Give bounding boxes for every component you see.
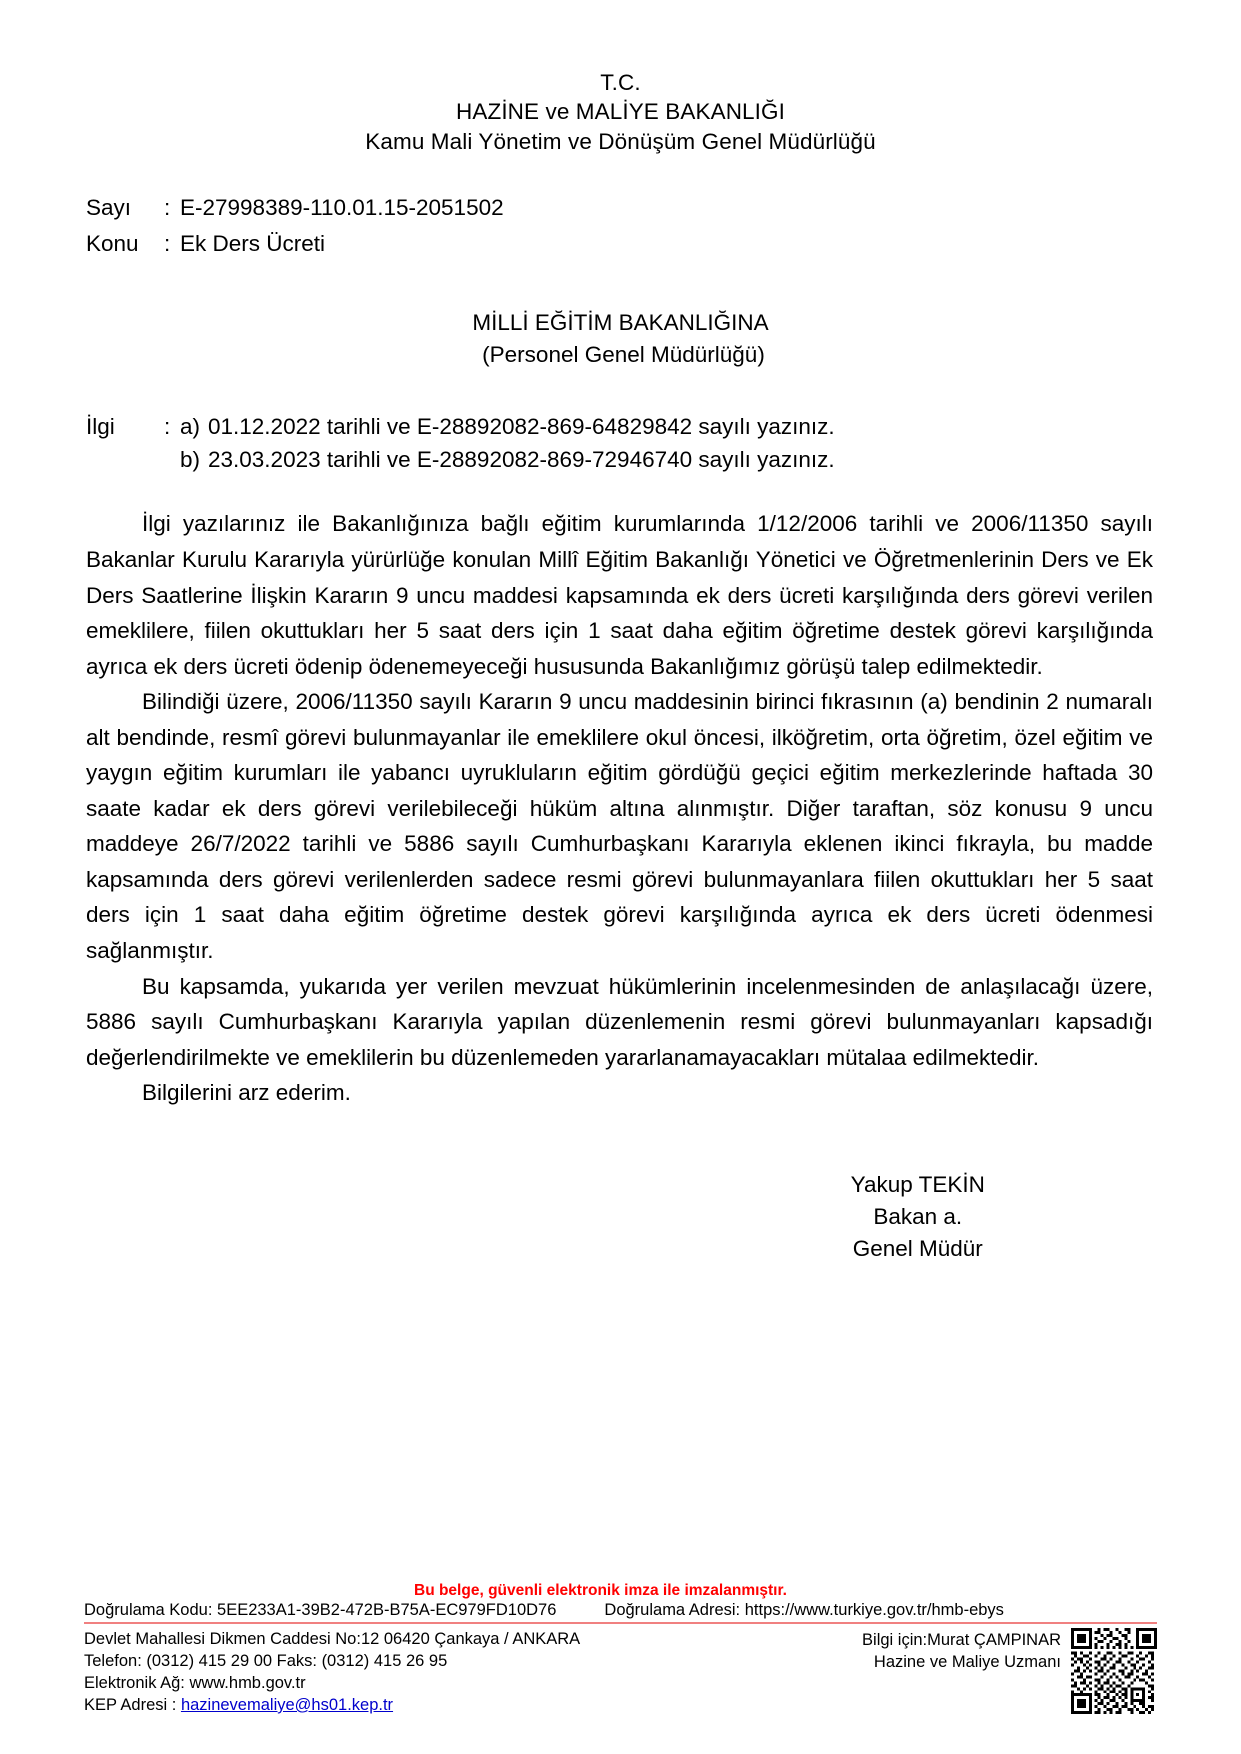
footer-content bbox=[84, 1628, 1157, 1716]
verification-row bbox=[84, 1601, 1157, 1622]
electronic-signature-note: Bu belge, güvenli elektronik imza ile imzalanmıştır. bbox=[414, 1581, 787, 1599]
verification-address-label: Doğrulama Adresi: bbox=[604, 1600, 741, 1619]
footer-contact-title: Hazine ve Maliye Uzmanı bbox=[873, 1652, 1061, 1671]
body-paragraph: Bilindiği üzere, 2006/11350 sayılı Kararın 9 uncu maddesinin birinci fıkrasının (a) bendinin 2 numaralı alt bendinde, resmî görevi bulunmayanlar ile emeklilere okul öncesi, ilköğretim, orta öğretim, özel eğitim ve yaygın eğitim kurumları ile yabancı uyrukluların eğitim gördüğü geçici eğitim merkezlerinde haftada 30 saate kadar ek ders görevi verilebileceği hüküm altına alınmıştır. Diğer taraftan, söz konusu 9 uncu maddeye 26/7/2022 tarihli ve 5886 sayılı Cumhurbaşkanı Kararıyla eklenen ikinci fıkrayla, bu madde kapsamında ders görevi verilenlerden sadece resmi görevi bulunmayanlara fiilen okuttukları her 5 saat ders için 1 saat daha eğitim öğretime destek görevi karşılığında ayrıca ek ders ücreti ödenmesi sağlanmıştır. bbox=[86, 689, 1153, 964]
addressee-secondary: (Personel Genel Müdürlüğü) bbox=[482, 342, 765, 368]
signer-title: Genel Müdür bbox=[852, 1235, 983, 1261]
verification-address bbox=[604, 1601, 1004, 1620]
body-paragraph: İlgi yazılarınız ile Bakanlığınıza bağlı eğitim kurumlarında 1/12/2006 tarihli ve 2006/11350 sayılı Bakanlar Kurulu Kararıyla yürürlüğe konulan Millî Eğitim Bakanlığı Yönetici ve Öğretmenlerinin Ders ve Ek Ders Saatlerine İlişkin Kararın 9 uncu maddesi kapsamında ek ders ücreti karşılığında ders görevi verilen emeklilere, fiilen okuttukları her 5 saat ders için 1 saat daha eğitim öğretime destek görevi karşılığında ayrıca ek ders ücreti ödenip ödenemeyeceği hususunda Bakanlığımız görüşü talep edilmektedir. bbox=[86, 511, 1153, 679]
footer-phone: Telefon: (0312) 415 29 00 Faks: (0312) 415 26 95 bbox=[84, 1651, 448, 1670]
body-paragraph: Bu kapsamda, yukarıda yer verilen mevzuat hükümlerinin incelenmesinden de anlaşılacağı üzere, 5886 sayılı Cumhurbaşkanı Kararıyla yapılan düzenlemenin resmi görevi bulunmayanları kapsadığı değerlendirilmekte ve emeklilerin bu düzenlemeden yararlanamayacakları mütalaa edilmektedir. bbox=[86, 973, 1153, 1070]
footer-kep-link[interactable]: hazinevemaliye@hs01.kep.tr bbox=[180, 1695, 394, 1714]
footer-right-block bbox=[862, 1628, 1157, 1714]
addressee-block bbox=[0, 307, 1241, 372]
document-body bbox=[0, 506, 1241, 1110]
letterhead-line-tc: T.C. bbox=[600, 70, 641, 95]
footer-contact-name: Bilgi için:Murat ÇAMPINAR bbox=[862, 1630, 1061, 1649]
verification-code-label: Doğrulama Kodu: bbox=[84, 1600, 213, 1619]
footer-kep-label: KEP Adresi : bbox=[84, 1695, 177, 1714]
addressee-primary: MİLLİ EĞİTİM BAKANLIĞINA bbox=[472, 309, 769, 335]
meta-row-konu bbox=[86, 226, 1241, 262]
signer-name: Yakup TEKİN bbox=[850, 1171, 985, 1197]
qr-code-icon bbox=[1071, 1628, 1157, 1714]
ilgi-row bbox=[86, 410, 1241, 443]
konu-colon: : bbox=[164, 231, 171, 257]
ilgi-colon: : bbox=[164, 413, 171, 439]
ilgi-row bbox=[86, 443, 1241, 476]
footer-contact-person bbox=[862, 1628, 1061, 1673]
signer-role-behalf: Bakan a. bbox=[873, 1203, 963, 1229]
document-footer bbox=[0, 1582, 1241, 1716]
letterhead-line-directorate: Kamu Mali Yönetim ve Dönüşüm Genel Müdürlüğü bbox=[365, 128, 876, 154]
ilgi-marker-b: b) bbox=[180, 447, 201, 473]
footer-contact-info bbox=[84, 1628, 580, 1716]
signature-block bbox=[0, 1169, 1241, 1265]
verification-address-value[interactable]: https://www.turkiye.gov.tr/hmb-ebys bbox=[744, 1600, 1004, 1619]
footer-address: Devlet Mahallesi Dikmen Caddesi No:12 06420 Çankaya / ANKARA bbox=[84, 1629, 581, 1648]
letterhead bbox=[0, 0, 1241, 156]
document-meta bbox=[0, 190, 1241, 263]
sayi-value: E-27998389-110.01.15-2051502 bbox=[180, 194, 504, 220]
ilgi-text-b: 23.03.2023 tarihli ve E-28892082-869-72946740 sayılı yazınız. bbox=[208, 447, 835, 473]
meta-row-sayi bbox=[86, 190, 1241, 226]
footer-web: Elektronik Ağ: www.hmb.gov.tr bbox=[84, 1673, 306, 1692]
ilgi-marker-a: a) bbox=[180, 413, 201, 439]
footer-kep-row bbox=[84, 1694, 580, 1716]
footer-divider bbox=[84, 1622, 1157, 1624]
konu-label: Konu bbox=[86, 231, 139, 257]
letterhead-line-ministry: HAZİNE ve MALİYE BAKANLIĞI bbox=[456, 99, 785, 125]
ilgi-label: İlgi bbox=[86, 413, 115, 439]
verification-code bbox=[84, 1601, 556, 1620]
verification-code-value: 5EE233A1-39B2-472B-B75A-EC979FD10D76 bbox=[217, 1600, 557, 1619]
sayi-colon: : bbox=[164, 194, 171, 220]
body-paragraph-closing: Bilgilerini arz ederim. bbox=[142, 1080, 351, 1106]
sayi-label: Sayı bbox=[86, 194, 132, 220]
ilgi-text-a: 01.12.2022 tarihli ve E-28892082-869-64829842 sayılı yazınız. bbox=[208, 413, 835, 439]
ilgi-block bbox=[0, 410, 1241, 477]
konu-value: Ek Ders Ücreti bbox=[180, 231, 326, 257]
